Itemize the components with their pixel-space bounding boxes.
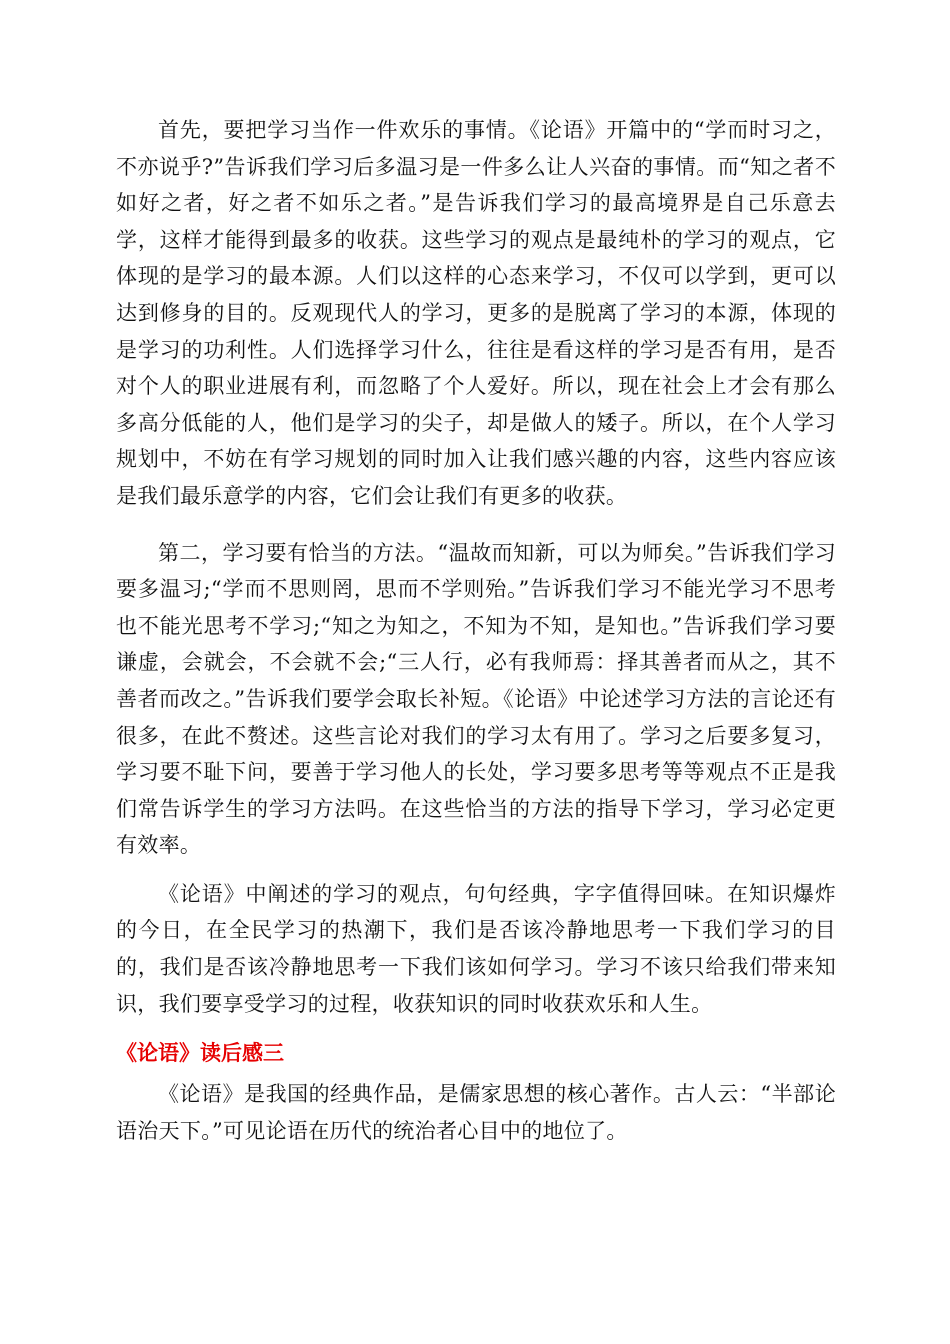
paragraph-section-three: 《论语》是我国的经典作品，是儒家思想的核心著作。古人云：“半部论语治天下。”可见论语在历代的统治者心目中的地位了。	[116, 1082, 836, 1143]
document-page	[116, 112, 836, 1149]
paragraph-conclusion: 《论语》中阐述的学习的观点，句句经典，字字值得回味。在知识爆炸的今日，在全民学习的热潮下，我们是否该冷静地思考一下我们学习的目的，我们是否该冷静地思考一下我们该如何学习。学习不该只给我们带来知识，我们要享受学习的过程，收获知识的同时收获欢乐和人生。	[116, 881, 836, 1016]
paragraph-learning-joy: 首先，要把学习当作一件欢乐的事情。《论语》开篇中的“学而时习之，不亦说乎?”告诉我们学习后多温习是一件多么让人兴奋的事情。而“知之者不如好之者，好之者不如乐之者。”是告诉我们学习的最高境界是自己乐意去学，这样才能得到最多的收获。这些学习的观点是最纯朴的学习的观点，它体现的是学习的最本源。人们以这样的心态来学习，不仅可以学到，更可以达到修身的目的。反观现代人的学习，更多的是脱离了学习的本源，体现的是学习的功利性。人们选择学习什么，往往是看这样的学习是否有用，是否对个人的职业进展有利，而忽略了个人爱好。所以，现在社会上才会有那么多高分低能的人，他们是学习的尖子，却是做人的矮子。所以，在个人学习规划中，不妨在有学习规划的同时加入让我们感兴趣的内容，这些内容应该是我们最乐意学的内容，它们会让我们有更多的收获。	[116, 118, 836, 508]
section-heading: 《论语》读后感三	[116, 1041, 284, 1066]
paragraph-learning-method: 第二，学习要有恰当的方法。“温故而知新，可以为师矣。”告诉我们学习要多温习;“学而不思则罔，思而不学则殆。”告诉我们学习不能光学习不思考也不能光思考不学习;“知之为知之，不知为不知，是知也。”告诉我们学习要谦虚，会就会，不会就不会;“三人行，必有我师焉：择其善者而从之，其不善者而改之。”告诉我们要学会取长补短。《论语》中论述学习方法的言论还有很多，在此不赘述。这些言论对我们的学习太有用了。学习之后要多复习，学习要不耻下问，要善于学习他人的长处，学习要多思考等等观点不正是我们常告诉学生的学习方法吗。在这些恰当的方法的指导下学习，学习必定更有效率。	[116, 540, 836, 858]
